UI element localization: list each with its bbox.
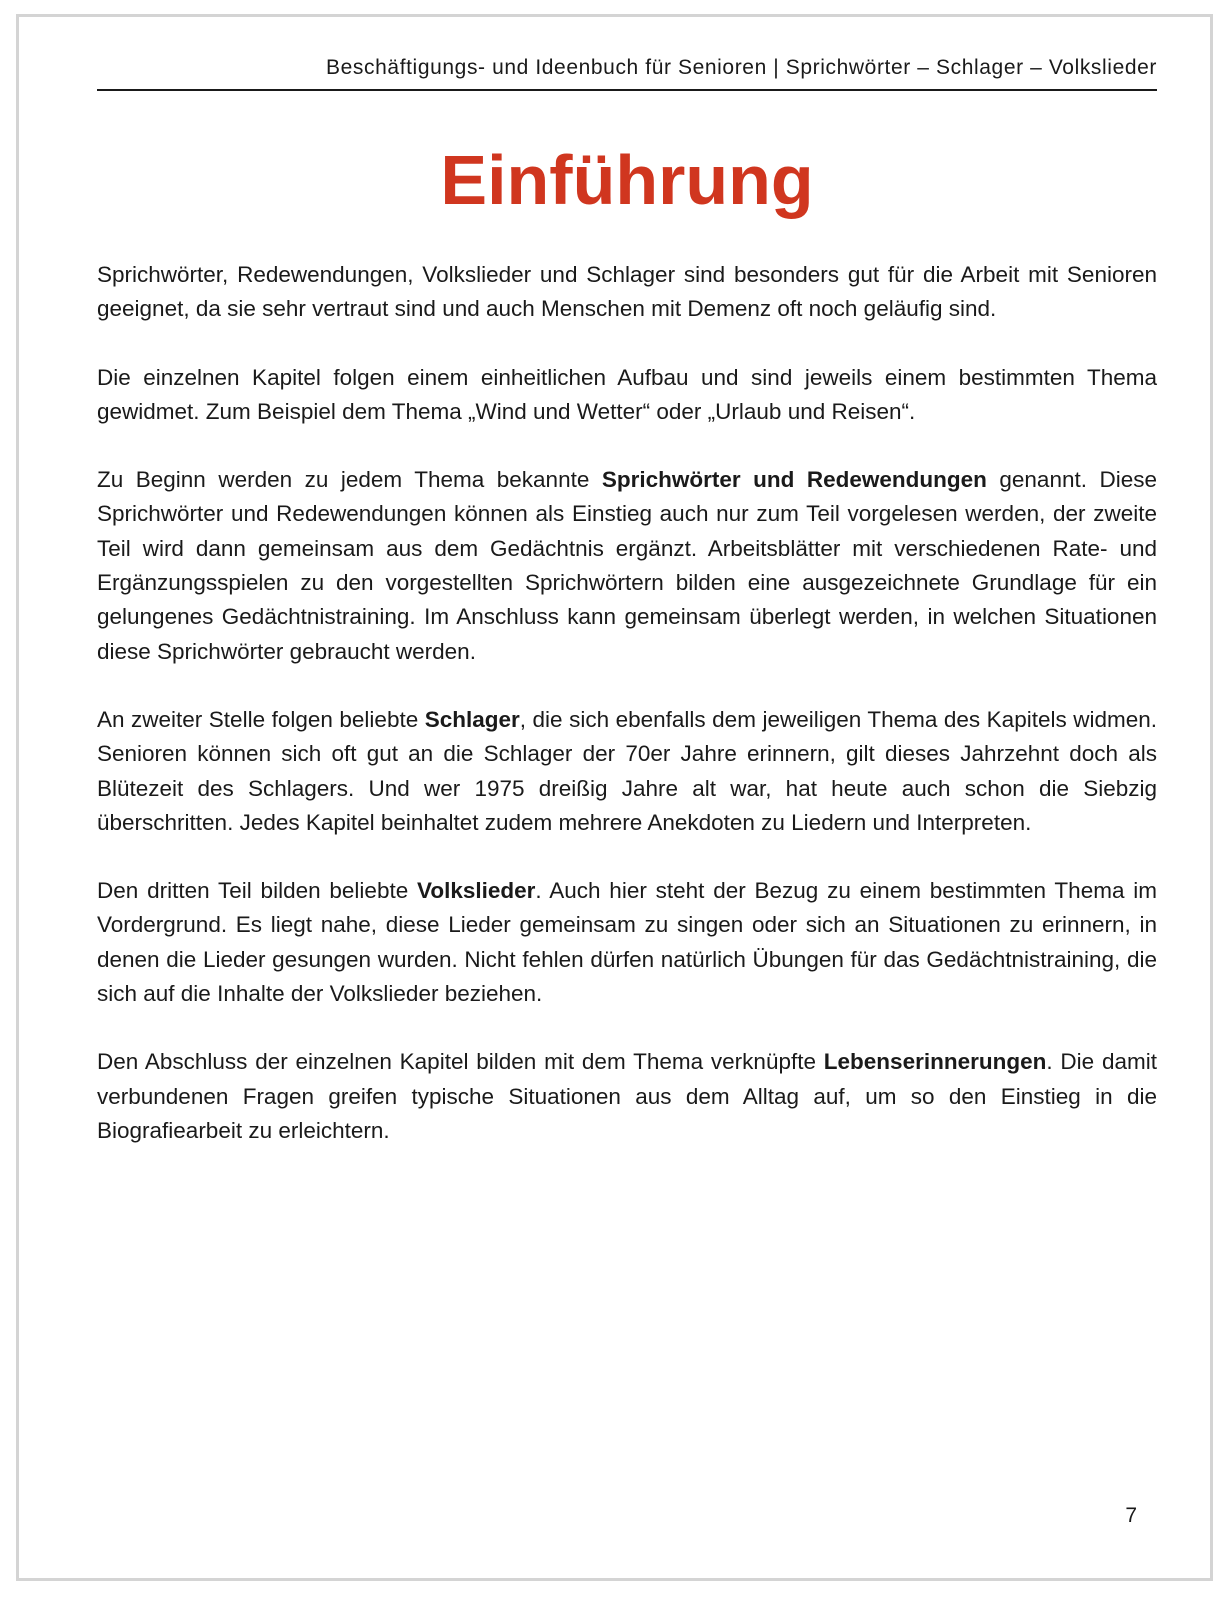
paragraph-intro: [97, 258, 1157, 327]
paragraph-volkslieder-text-after: . Auch hier steht der Bezug zu einem bestimmten Thema im Vordergrund. Es liegt nahe, diese Lieder gemeinsam zu singen oder sich an Situationen zu erinnern, in denen die Lieder gesungen wurden. Nicht fehlen dürfen natürlich Übungen für das Gedächtnistraining, die sich auf die Inhalte der Volkslieder beziehen.: [97, 878, 1157, 1007]
paragraph-structure-text: Die einzelnen Kapitel folgen einem einheitlichen Aufbau und sind jeweils einem bestimmten Thema gewidmet. Zum Beispiel dem Thema „Wind und Wetter“ oder „Urlaub und Reisen“.: [97, 364, 1157, 424]
page-title: Einführung: [440, 141, 814, 219]
keyword-lebenserinnerungen: Lebenserinnerungen: [823, 1049, 1047, 1075]
paragraph-schlager-text-before: An zweiter Stelle folgen beliebte: [97, 706, 425, 732]
paragraph-volkslieder: [97, 874, 1157, 1011]
paragraph-schlager: [97, 703, 1157, 840]
paragraph-sprichwoerter: [97, 463, 1157, 669]
paragraph-sprichwoerter-text-before: Zu Beginn werden zu jedem Thema bekannte: [97, 467, 602, 493]
paragraph-lebenserinnerungen-text-after: . Die damit verbundenen Fragen greifen typische Situationen aus dem Alltag auf, um so den Einstieg in die Biografiearbeit zu erleichtern.: [97, 1049, 1157, 1143]
keyword-sprichwoerter: Sprichwörter und Redewendungen: [601, 467, 987, 493]
paragraph-volkslieder-text-before: Den dritten Teil bilden beliebte: [97, 878, 418, 904]
paragraph-intro-text: Sprichwörter, Redewendungen, Volkslieder und Schlager sind besonders gut für die Arbeit mit Senioren geeignet, da sie sehr vertraut sind und auch Menschen mit Demenz oft noch geläufig sind.: [97, 262, 1157, 322]
page-number: 7: [1125, 1504, 1137, 1527]
header-divider: [97, 89, 1157, 91]
keyword-schlager: Schlager: [424, 706, 520, 732]
paragraph-sprichwoerter-text-after: genannt. Diese Sprichwörter und Redewendungen können als Einstieg auch nur zum Teil vorgelesen werden, der zweite Teil wird dann gemeinsam aus dem Gedächtnis ergänzt. Arbeitsblätter mit verschiedenen Rate- und Ergänzungsspielen zu den vorgestellten Sprichwörtern bilden eine ausgezeichnete Grundlage für ein gelungenes Gedächtnistraining. Im Anschluss kann gemeinsam überlegt werden, in welchen Situationen diese Sprichwörter gebraucht werden.: [97, 467, 1157, 664]
paragraph-lebenserinnerungen-text-before: Den Abschluss der einzelnen Kapitel bilden mit dem Thema verknüpfte: [97, 1049, 824, 1075]
paragraph-structure: [97, 361, 1157, 430]
paragraph-schlager-text-after: , die sich ebenfalls dem jeweiligen Thema des Kapitels widmen. Senioren können sich oft gut an die Schlager der 70er Jahre erinnern, gilt dieses Jahrzehnt doch als Blütezeit des Schlagers. Und wer 1975 dreißig Jahre alt war, hat heute auch schon die Siebzig überschritten. Jedes Kapitel beinhaltet zudem mehrere Anekdoten zu Liedern und Interpreten.: [97, 706, 1158, 835]
keyword-volkslieder: Volkslieder: [417, 878, 536, 904]
body-text: [97, 258, 1157, 1182]
paragraph-lebenserinnerungen: [97, 1045, 1157, 1148]
running-header: Beschäftigungs- und Ideenbuch für Senioren | Sprichwörter – Schlager – Volkslieder: [326, 56, 1157, 79]
